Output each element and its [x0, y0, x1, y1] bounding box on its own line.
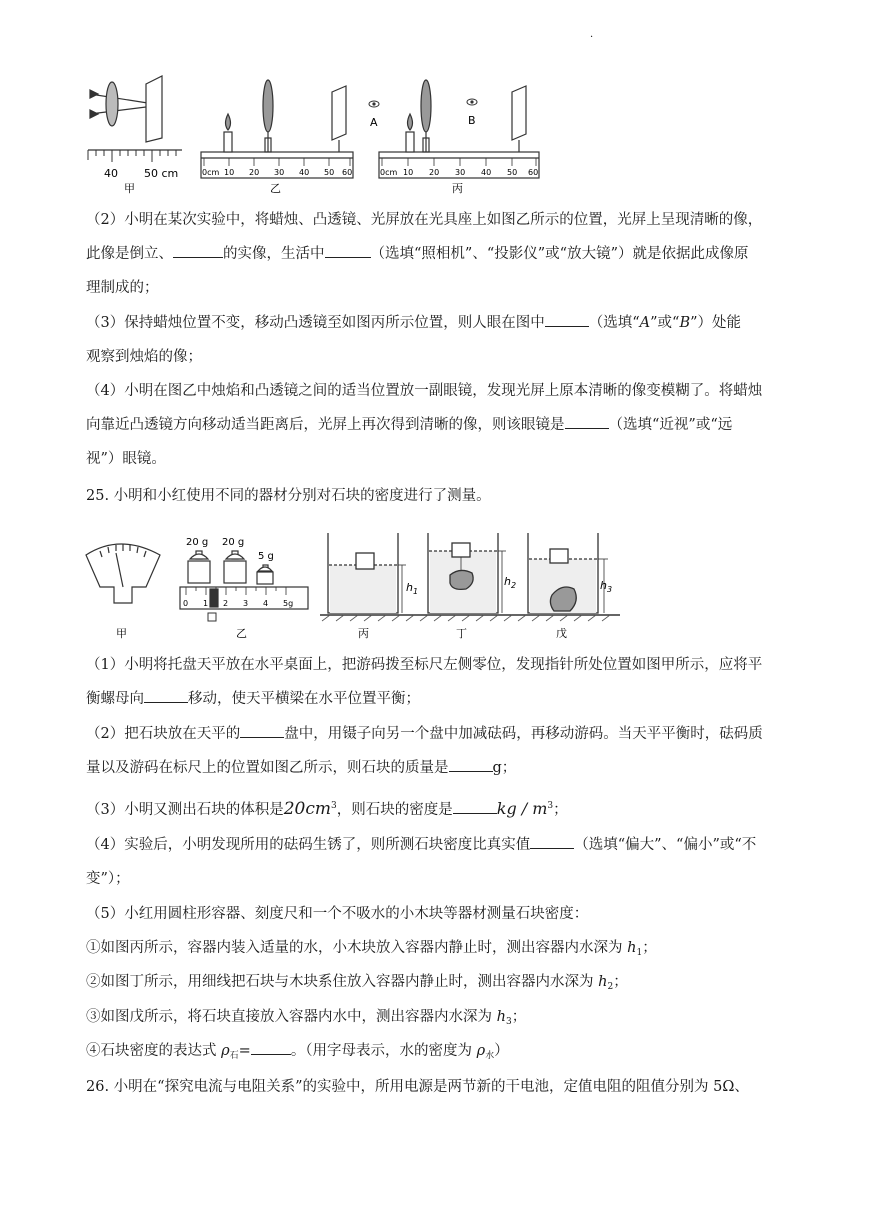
weight-label-5g: 5 g [258, 551, 274, 562]
yi-bench-ticks [204, 158, 350, 166]
q24-p2-line2: 此像是倒立、 的实像，生活中 （选填“照相机”、“投影仪”或“放大镜”）就是依据此成像原 [86, 246, 749, 262]
bing-tick-20: 20 [429, 168, 440, 177]
scale-tick-2: 2 [223, 599, 229, 608]
q25-p5-step4: ④石块密度的表达式 $\rho_石=$ 。（用字母表示，水的密度为 $\rho_水$） [86, 1043, 509, 1061]
fig25-wu-label: 戊 [556, 627, 567, 640]
bing-tick-50: 50 [507, 168, 518, 177]
yi-label: 乙 [270, 182, 281, 195]
eye-icon-b [467, 99, 477, 105]
fig25-ding-label: 丁 [456, 627, 467, 640]
bing-label: 丙 [452, 182, 463, 195]
q26-line1: 26. 小明在“探究电流与电阻关系”的实验中，所用电源是两节新的干电池，定值电阻的阻值分别为 5Ω、 [86, 1079, 749, 1095]
jia-label: 甲 [124, 182, 135, 195]
scale-tick-5g: 5g [283, 599, 294, 608]
answer-blank [251, 1054, 291, 1055]
jia-tick-50: 50 cm [144, 167, 179, 180]
yi-tick-60: 60 [342, 168, 353, 177]
fig25-jia-label: 甲 [116, 627, 127, 640]
q24-p2-line3: 理制成的； [86, 280, 159, 296]
q24-p4-line3: 视”）眼镜。 [86, 451, 166, 467]
bing-bench-ticks [382, 158, 536, 166]
answer-blank [449, 771, 493, 772]
q25-p5-step3: ③如图戊所示，将石块直接放入容器内水中，测出容器内水深为 $h_3$； [86, 1009, 527, 1027]
answer-blank [530, 848, 574, 849]
weight-label-20g-b: 20 g [222, 537, 245, 548]
eye-icon-a [369, 101, 379, 107]
h1-label: $h_1$ [406, 581, 419, 596]
h2-label: $h_2$ [504, 575, 517, 590]
fig25-yi-label: 乙 [236, 627, 247, 640]
q25-title: 25. 小明和小红使用不同的器材分别对石块的密度进行了测量。 [86, 488, 491, 504]
q25-p4-line2: 变”）； [86, 871, 130, 887]
yi-tick-50: 50 [324, 168, 335, 177]
weight-label-20g-a: 20 g [186, 537, 209, 548]
scale-tick-3: 3 [243, 599, 249, 608]
q24-p4-line2: 向靠近凸透镜方向移动适当距离后，光屏上再次得到清晰的像，则该眼镜是 （选填“近视”或“远 [86, 417, 733, 433]
balance-pointer-dial [86, 544, 160, 603]
q25-p4-line1: （4）实验后，小明发现所用的砝码生锈了，则所测石块密度比真实值 （选填“偏大”、“偏小”或“不 [86, 837, 757, 853]
q25-p5-line1: （5）小红用圆柱形容器、刻度尺和一个不吸水的小木块等器材测量石块密度： [86, 906, 589, 922]
scale-tick-4: 4 [263, 599, 269, 608]
yi-tick-0: 0cm [202, 168, 220, 177]
bing-tick-0: 0cm [380, 168, 398, 177]
q24-p3-line2: 观察到烛焰的像； [86, 349, 202, 365]
q25-p5-step1: ①如图丙所示，容器内装入适量的水，小木块放入容器内静止时，测出容器内水深为 $h_1$； [86, 940, 657, 958]
scale-tick-1: 1 [203, 599, 209, 608]
answer-blank [325, 257, 371, 258]
yi-tick-20: 20 [249, 168, 260, 177]
answer-blank [565, 428, 609, 429]
answer-blank [144, 702, 188, 703]
q25-p2-line2: 量以及游码在标尺上的位置如图乙所示，则石块的质量是 g； [86, 760, 517, 776]
bing-tick-40: 40 [481, 168, 492, 177]
scale-tick-0: 0 [183, 599, 189, 608]
bing-tick-10: 10 [403, 168, 414, 177]
answer-blank [240, 737, 284, 738]
jia-tick-40: 40 [104, 167, 118, 180]
eye-label-b: B [468, 114, 476, 127]
q25-p5-step2: ②如图丁所示，用细线把石块与木块系住放入容器内静止时，测出容器内水深为 $h_2$； [86, 974, 628, 992]
yi-tick-10: 10 [224, 168, 235, 177]
bing-tick-30: 30 [455, 168, 466, 177]
density-experiment-figure [80, 525, 620, 643]
q25-p1-line2: 衡螺母向 移动，使天平横梁在水平位置平衡； [86, 691, 420, 707]
fig25-bing-label: 丙 [358, 627, 369, 640]
answer-blank [173, 257, 223, 258]
q24-p2-line1: （2）小明在某次实验中，将蜡烛、凸透镜、光屏放在光具座上如图乙所示的位置，光屏上呈现清晰的像， [86, 212, 763, 228]
top-dot: · [590, 32, 594, 43]
lens-experiment-figure [84, 62, 564, 200]
q25-p2-line1: （2）把石块放在天平的 盘中，用镊子向另一个盘中加减砝码，再移动游码。当天平平衡时，砝码质 [86, 726, 763, 742]
yi-tick-30: 30 [274, 168, 285, 177]
q24-p3-line1: （3）保持蜡烛位置不变，移动凸透镜至如图丙所示位置，则人眼在图中 （选填“A”或“B”）处能 [86, 315, 742, 331]
answer-blank [545, 326, 589, 327]
h3-label: $h_3$ [600, 579, 613, 594]
bing-tick-60: 60 [528, 168, 539, 177]
eye-label-a: A [370, 116, 378, 129]
q25-p3-line: （3）小明又测出石块的体积是$20cm^3$，则石块的密度是 kg / $m^3$； [86, 799, 568, 819]
q25-p1-line1: （1）小明将托盘天平放在水平桌面上，把游码拨至标尺左侧零位，发现指针所处位置如图甲所示，应将平 [86, 657, 763, 673]
answer-blank [453, 813, 497, 814]
jia-ruler [88, 150, 176, 162]
yi-tick-40: 40 [299, 168, 310, 177]
q24-p4-line1: （4）小明在图乙中烛焰和凸透镜之间的适当位置放一副眼镜，发现光屏上原本清晰的像变模糊了。将蜡烛 [86, 383, 763, 399]
